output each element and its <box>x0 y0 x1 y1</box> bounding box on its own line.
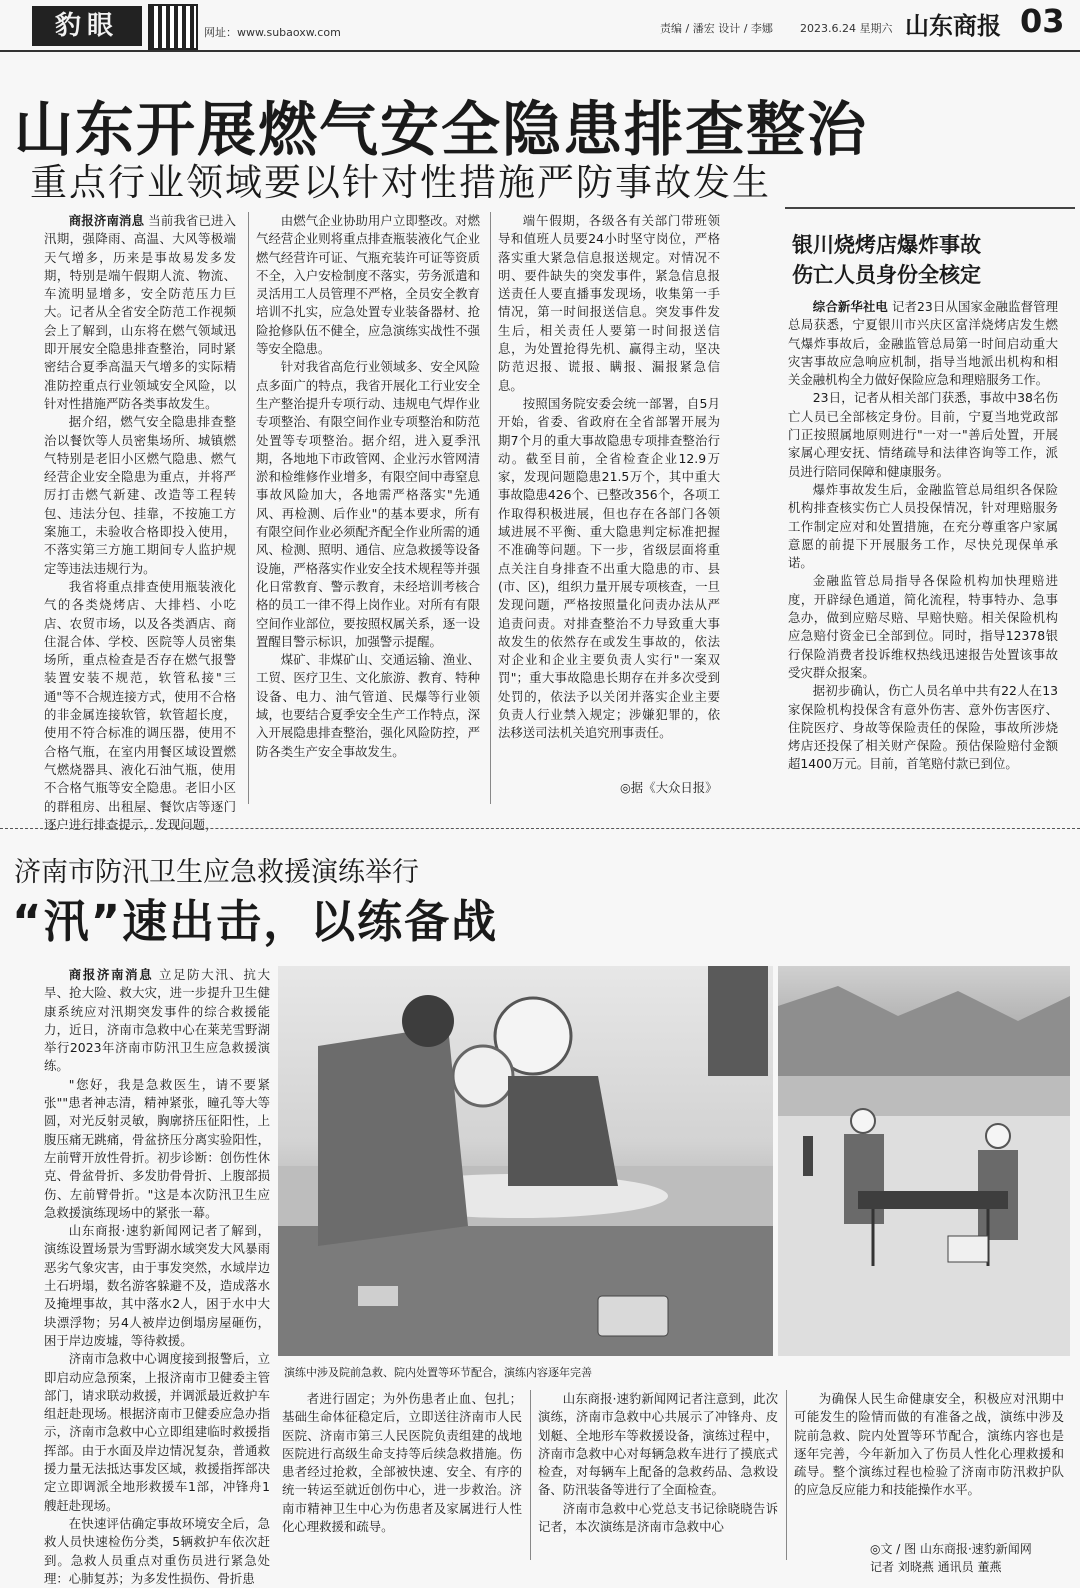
paragraph <box>256 651 480 761</box>
dateline: 商报济南消息 <box>68 967 154 982</box>
column-logo: 豹眼 <box>32 6 142 46</box>
website-url: 网址：www.subaoxw.com <box>204 26 341 39</box>
drill-column-4 <box>794 1390 1064 1536</box>
headline-gas-safety: 山东开展燃气安全隐患排查整治 <box>14 95 869 164</box>
paragraph <box>44 1515 270 1588</box>
photo-stretcher-drill-illustration <box>778 966 1070 1356</box>
paragraph-text: 当前我省已进入汛期，强降雨、高温、大风等极端天气增多，历来是事故易发多发期，特别是端午假期人流、物流、车流明显增多，安全防范压力巨大。记者从全省安全防范工作视频会上了解到，山东将在燃气领域迅即开展安全隐患排查整治，同时紧密结合夏季高温天气增多的实际精准防控重点行业领域安全风险，以针对性措施严防各类事故发生。 <box>44 213 236 411</box>
paragraph-text: 济南市急救中心党总支书记徐晓晓告诉记者，本次演练是济南市急救中心 <box>538 1500 778 1535</box>
paragraph-text: 爆炸事故发生后，金融监管总局组织各保险机构排查核实伤亡人员投保情况，针对理赔服务工作制定应对和处置措施，在充分尊重客户家属意愿的前提下开展服务工作，尽快兑现保单承诺。 <box>788 481 1058 571</box>
sidebar-headline-line1: 银川烧烤店爆炸事故 <box>792 233 981 257</box>
column-divider <box>786 1390 787 1560</box>
drill-column-1 <box>44 966 270 1586</box>
paragraph <box>538 1500 778 1537</box>
dateline: 综合新华社电 <box>812 299 888 314</box>
paragraph-text: 山东商报·速豹新闻网记者了解到，演练设置场景为雪野湖水域突发大风暴雨恶劣气象灾害，由于事发突然，水域岸边土石坍塌，数名游客躲避不及，造成落水及掩埋事故，其中落水2人，困于水中大块漂浮物；另4人被岸边倒塌房屋砸伤，困于岸边废墟，等待救援。 <box>44 1223 270 1348</box>
paragraph-text: 者进行固定；为外伤患者止血、包扎；基础生命体征稳定后，立即送往济南市人民医院、济南市第三人民医院负责组建的战地医院进行高级生命支持等后续急救措施。伤患者经过抢救，全部被快速、安全、有序的统一转运至就近创伤中心，进一步救治。济南市精神卫生中心为伤患者及家属进行人性化心理救援和疏导。 <box>282 1391 522 1535</box>
kicker-drill: 济南市防汛卫生应急救援演练举行 <box>14 857 419 888</box>
subheadline-gas-safety: 重点行业领域要以针对性措施严防事故发生 <box>30 161 771 204</box>
article-column-1 <box>44 212 236 832</box>
editors-credit: 责编 / 潘宏 设计 / 李娜 <box>660 22 773 35</box>
drill-credit-line1: ◎文 / 图 山东商报·速豹新闻网 <box>870 1542 1032 1556</box>
drill-credit <box>870 1540 1032 1576</box>
column-divider <box>530 1390 531 1560</box>
section-divider <box>0 828 1080 829</box>
column-divider <box>248 212 249 804</box>
drill-credit-line2: 记者 刘晓燕 通讯员 董燕 <box>870 1560 1002 1574</box>
paragraph <box>788 389 1058 480</box>
article-column-3 <box>498 212 720 772</box>
sidebar-headline <box>792 230 981 290</box>
sidebar-headline-line2: 伤亡人员身份全核定 <box>792 263 981 287</box>
column-divider <box>490 212 491 804</box>
source-credit: ◎据《大众日报》 <box>620 780 718 795</box>
masthead <box>0 0 1080 52</box>
paragraph-text: 针对我省高危行业领域多、安全风险点多面广的特点，我省开展化工行业安全生产整治提升专项行动、违规电气焊作业专项整治、有限空间作业专项整治和防范处置等专项整治。据介绍，进入夏季汛期，各地地下市政管网、企业污水管网清淤和检维修作业增多，有限空间中毒窒息事故风险加大，各地需严格落实"先通风、再检测、后作业"的基本要求，所有有限空间作业必须配齐配全作业所需的通风、检测、照明、通信、应急救援等设备设施，严格落实作业安全技术规程等并强化日常教育、警示教育，未经培训考核合格的员工一律不得上岗作业。对所有有限空间作业部位，要按照权属关系，逐一设置醒目警示标识，加强警示提醒。 <box>256 359 480 649</box>
paragraph-text: 山东商报·速豹新闻网记者注意到，此次演练，济南市急救中心共展示了冲锋舟、皮划艇、全地形车等救援设备，演练过程中，济南市急救中心对每辆急救车进行了摸底式检查，对每辆车上配备的急救药品、急救设备、防汛装备等进行了全面检查。 <box>538 1391 778 1498</box>
page-number: 03 <box>1020 2 1065 40</box>
paragraph <box>44 966 270 1076</box>
paragraph-text: 23日，记者从相关部门获悉，事故中38名伤亡人员已全部核定身份。目前，宁夏当地党政部门正按照属地原则进行"一对一"善后处置，开展家属心理安抚、情绪疏导和法律咨询等工作，派员进行陪同保障和健康服务。 <box>788 390 1058 479</box>
photo-stretcher-drill <box>778 966 1070 1356</box>
paragraph <box>256 212 480 358</box>
sidebar-top-rule <box>785 207 1075 209</box>
paragraph-text: 由燃气企业协助用户立即整改。对燃气经营企业则将重点排查瓶装液化气企业燃气经营许可证、气瓶充装许可证等资质不全，入户安检制度不落实，劳务派遣和灵活用工人员管理不严格，全员安全教育培训不扎实，应急处置专业装备器材、抢险抢修队伍不健全，应急演练实战性不强等安全隐患。 <box>256 213 480 357</box>
drill-column-2 <box>282 1390 522 1570</box>
paragraph <box>44 1222 270 1350</box>
paragraph-text: 记者23日从国家金融监督管理总局获悉，宁夏银川市兴庆区富洋烧烤店发生燃气爆炸事故后，金融监管总局第一时间启动重大灾害事故应急响应机制，指导当地派出机构和相关金融机构全力做好保险应急和理赔服务工作。 <box>788 299 1058 388</box>
paragraph <box>44 1350 270 1515</box>
dateline: 商报济南消息 <box>68 213 145 228</box>
paragraph <box>498 212 720 395</box>
newspaper-name: 山东商报 <box>905 12 1001 40</box>
paragraph <box>44 578 236 834</box>
paragraph <box>788 682 1058 773</box>
paragraph <box>538 1390 778 1500</box>
sidebar-article <box>788 298 1058 814</box>
photo-cpr-drill <box>278 966 773 1356</box>
article-column-2 <box>256 212 480 812</box>
photo-cpr-drill-illustration <box>278 966 773 1356</box>
paragraph-text: 据初步确认，伤亡人员名单中共有22人在13家保险机构投保含有意外伤害、意外伤害医疗、住院医疗、身故等保险责任的保险，事故所涉烧烤店还投保了相关财产保险。预估保险赔付金额超1400万元。目前，首笔赔付款已到位。 <box>788 683 1058 772</box>
paragraph <box>282 1390 522 1536</box>
paragraph <box>788 481 1058 572</box>
paragraph <box>44 413 236 578</box>
headline-drill: “汛”速出击，以练备战 <box>12 895 499 948</box>
paragraph-text: 金融监管总局指导各保险机构加快理赔进度，开辟绿色通道，简化流程，特事特办、急事急办，做到应赔尽赔、早赔快赔。相关保险机构应急赔付资金已全部到位。同时，指导12378银行保险消费者投诉维权热线迅速报告处置该事故受灾群众报案。 <box>788 573 1058 680</box>
masthead-divider <box>0 50 1080 52</box>
paragraph <box>256 358 480 651</box>
drill-column-3 <box>538 1390 778 1570</box>
paragraph-text: 济南市急救中心调度接到报警后，立即启动应急预案，上报济南市卫健委主管部门，请求联动救援，并调派最近救护车组赶赴现场。根据济南市卫健委应急办指示，济南市急救中心立即组建临时救援指挥部。由于水面及岸边情况复杂，普通救援力量无法抵达事发区域，救援指挥部决定立即调派全地形救援车1部，冲锋舟1艘赶赴现场。 <box>44 1351 270 1513</box>
paragraph-text: 按照国务院安委会统一部署，自5月开始，省委、省政府在全省部署开展为期7个月的重大事故隐患专项排查整治行动。截至目前，全省检查企业12.9万家，发现问题隐患21.5万个，其中重大事故隐患426个、已整改356个，各项工作取得积极进展，但也存在各部门各领域进展不平衡、重大隐患判定标准把握不准确等问题。下一步，省级层面将重点关注自身排查不出重大隐患的市、县(市、区)，组织力量开展专项核查，一旦发现问题，严格按照量化问责办法从严追责问责。对排查整治不力导致重大事故发生的依然存在或发生事故的，依法对企业和企业主要负责人实行"一案双罚"；重大事故隐患长期存在并多次受到处罚的，依法予以关闭并落实企业主要负责人行业禁入规定；涉嫌犯罪的，依法移送司法机关追究刑事责任。 <box>498 395 720 741</box>
photo-caption: 演练中涉及院前急救、院内处置等环节配合，演练内容逐年完善 <box>284 1366 592 1379</box>
paragraph-text: 为确保人民生命健康安全，积极应对汛期中可能发生的险情而做的有准备之战，演练中涉及院前急救、院内处置等环节配合，演练内容也是逐年完善，今年新加入了伤员人性化心理救援和疏导。整个演练过程也检验了济南市防汛救护队的应急反应能力和技能操作水平。 <box>794 1391 1064 1498</box>
paragraph-text: 据介绍，燃气安全隐患排查整治以餐饮等人员密集场所、城镇燃气特别是老旧小区燃气隐患、燃气经营企业安全隐患为重点，并将严厉打击燃气新建、改造等工程转包、违法分包、挂靠，不按施工方案施工，未验收合格即投入使用，不落实第三方施工期间专人监护规定等违法违规行为。 <box>44 414 236 576</box>
paragraph-text: "您好，我是急救医生，请不要紧张""患者神志清，精神紧张，瞳孔等大等圆，对光反射灵敏，胸廓挤压征阳性，上腹压痛无跳痛，骨盆挤压分离实验阳性，左前臂开放性骨折。初步诊断：创伤性休克、骨盆骨折、多发肋骨骨折、上腹部损伤、左前臂骨折。"这是本次防汛卫生应急救援演练现场中的紧张一幕。 <box>44 1076 270 1220</box>
qr-code-icon <box>148 4 198 50</box>
paragraph-text: 煤矿、非煤矿山、交通运输、渔业、工贸、医疗卫生、文化旅游、教育、特种设备、电力、油气管道、民爆等行业领域，也要结合夏季安全生产工作特点，深入开展隐患排查整治，强化风险防控，严防各类生产安全事故发生。 <box>256 652 480 759</box>
paragraph-text: 端午假期，各级各有关部门带班领导和值班人员要24小时坚守岗位，严格落实重大紧急信息报送规定。对情况不明、要件缺失的突发事件，紧急信息报送责任人要直播事发现场，收集第一手情况，第一时间报送信息。突发事件发生后，相关责任人要第一时间报送信息，为处置抢得先机、赢得主动，坚决防范迟报、谎报、瞒报、漏报紧急信息。 <box>498 213 720 393</box>
paragraph <box>788 572 1058 682</box>
issue-date: 2023.6.24 星期六 <box>800 22 893 35</box>
paragraph <box>788 298 1058 389</box>
paragraph-text: 在快速评估确定事故环境安全后，急救人员快速检伤分类，5辆救护车依次赶到。急救人员重点对重伤员进行紧急处理：心肺复苏；为多发性损伤、骨折患 <box>44 1515 270 1586</box>
paragraph <box>794 1390 1064 1500</box>
paragraph <box>498 395 720 743</box>
paragraph-text: 我省将重点排查使用瓶装液化气的各类烧烤店、大排档、小吃店、农贸市场，以及各类酒店、商住混合体、学校、医院等人员密集场所，重点检查是否存在燃气报警装置安装不规范，软管私接"三通"等不合规连接方式，使用不合格的非金属连接软管，软管超长度，使用不符合标准的调压器，使用不合格气瓶，在室内用餐区域设置燃气燃烧器具、液化石油气瓶，使用不合格气瓶等安全隐患。老旧小区的群租房、出租屋、餐饮店等逐门逐户进行排查提示，发现问题， <box>44 578 236 832</box>
paragraph <box>44 212 236 413</box>
paragraph-text: 立足防大汛、抗大旱、抢大险、救大灾，进一步提升卫生健康系统应对汛期突发事件的综合救援能力，近日，济南市急救中心在莱芜雪野湖举行2023年济南市防汛卫生应急救援演练。 <box>44 967 270 1074</box>
paragraph <box>44 1076 270 1222</box>
